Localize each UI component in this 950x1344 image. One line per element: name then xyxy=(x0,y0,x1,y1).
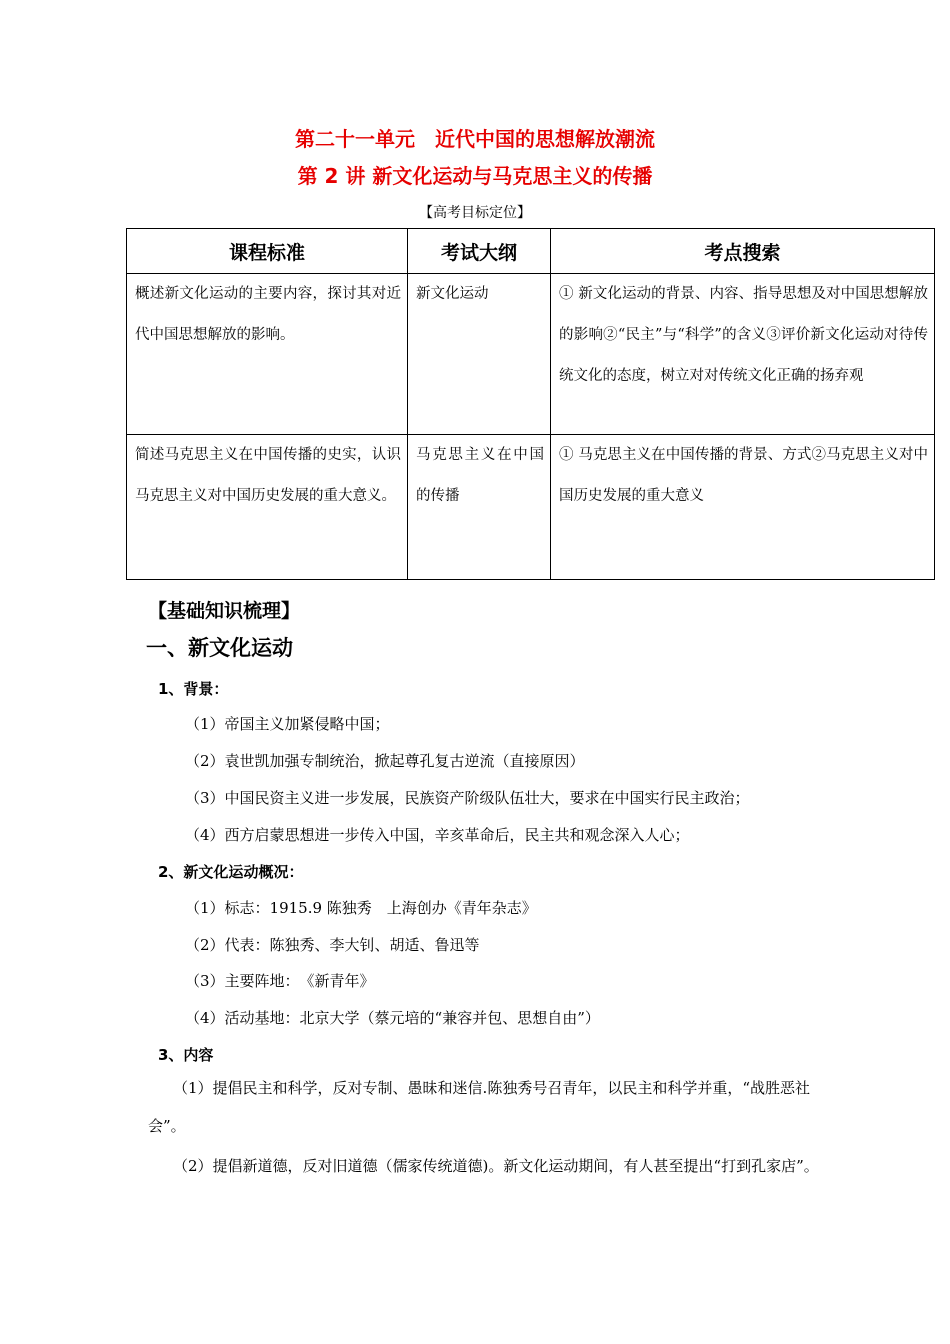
chapter-heading: 一、新文化运动 xyxy=(146,636,293,660)
content-paragraph: （2）提倡新道德，反对旧道德（儒家传统道德)。新文化运动期间，有人甚至提出“打到孔家店”。 xyxy=(173,1157,819,1175)
content-paragraph: （1）提倡民主和科学，反对专制、愚昧和迷信.陈独秀号召青年，以民主和科学并重，“战胜恶社会”。 xyxy=(148,1079,810,1135)
list-item: （4）活动基地：北京大学（蔡元培的“兼容并包、思想自由”） xyxy=(185,1009,600,1027)
list-item: （4）西方启蒙思想进一步传入中国，辛亥革命后，民主共和观念深入人心； xyxy=(185,826,690,844)
header-exam-points: 考点搜索 xyxy=(551,229,935,274)
exam-goal-label: 【高考目标定位】 xyxy=(419,205,531,221)
list-item: （2）代表：陈独秀、李大钊、胡适、鲁迅等 xyxy=(185,936,480,954)
table-cell: 简述马克思主义在中国传播的史实，认识马克思主义对中国历史发展的重大意义。 xyxy=(127,435,408,580)
header-curriculum: 课程标准 xyxy=(127,229,408,274)
table-cell: 新文化运动 xyxy=(408,274,551,435)
section-heading: 【基础知识梳理】 xyxy=(148,600,301,622)
background-heading: 1、背景： xyxy=(158,680,229,698)
table-cell: ① 马克思主义在中国传播的背景、方式②马克思主义对中国历史发展的重大意义 xyxy=(551,435,935,580)
unit-title: 第二十一单元 近代中国的思想解放潮流 xyxy=(295,127,655,151)
overview-heading: 2、新文化运动概况： xyxy=(158,863,304,881)
header-syllabus: 考试大纲 xyxy=(408,229,551,274)
list-item: （3）中国民资主义进一步发展，民族资产阶级队伍壮大，要求在中国实行民主政治； xyxy=(185,789,750,807)
content-heading: 3、内容 xyxy=(158,1046,214,1064)
lecture-title: 第 2 讲 新文化运动与马克思主义的传播 xyxy=(297,164,653,188)
table-cell: ① 新文化运动的背景、内容、指导思想及对中国思想解放的影响②“民主”与“科学”的含义③评价新文化运动对待传统文化的态度，树立对对传统文化正确的扬弃观 xyxy=(551,274,935,435)
list-item: （3）主要阵地： 《新青年》 xyxy=(185,972,375,990)
table-header-row xyxy=(127,229,935,274)
table-cell: 概述新文化运动的主要内容，探讨其对近代中国思想解放的影响。 xyxy=(127,274,408,435)
goals-table xyxy=(126,228,935,580)
table-row xyxy=(127,435,935,580)
list-item: （2）袁世凯加强专制统治，掀起尊孔复古逆流（直接原因） xyxy=(185,752,585,770)
list-item: （1）帝国主义加紧侵略中国； xyxy=(185,715,390,733)
list-item: （1）标志：1915.9 陈独秀 上海创办《青年杂志》 xyxy=(185,899,537,917)
table-row xyxy=(127,274,935,435)
table-cell: 马克思主义在中国的传播 xyxy=(408,435,551,580)
